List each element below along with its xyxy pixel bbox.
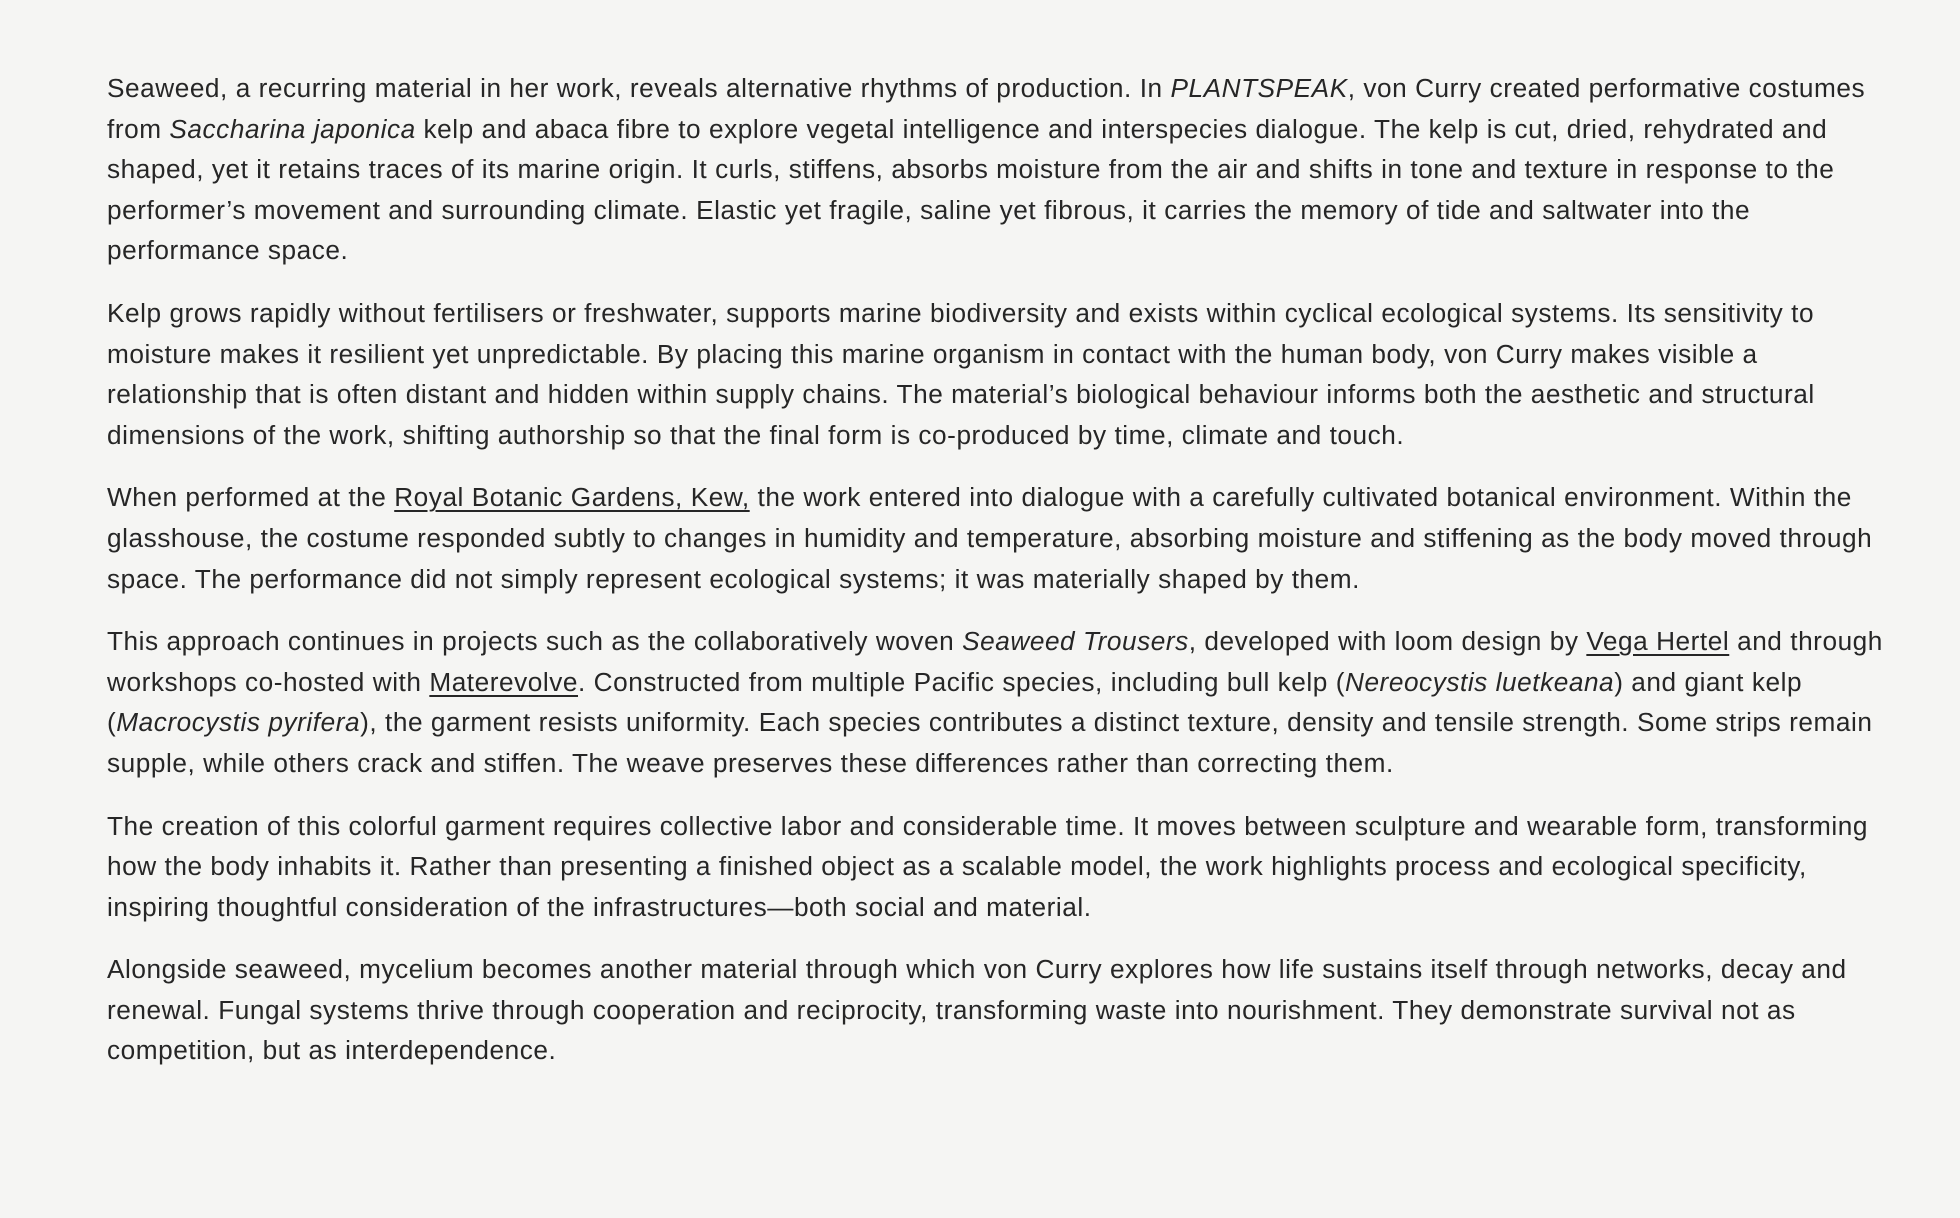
text-segment: and through workshops co-hosted with	[107, 626, 1883, 697]
paragraph-collective-labor	[107, 806, 1897, 928]
link-royal-botanic-gardens-kew[interactable]: Royal Botanic Gardens, Kew,	[394, 482, 750, 513]
link-materevolve[interactable]: Materevolve	[429, 666, 579, 697]
link-vega-hertel[interactable]: Vega Hertel	[1586, 626, 1730, 657]
paragraph-kelp-growth	[107, 293, 1897, 455]
paragraph-plantspeak	[107, 68, 1897, 271]
work-title-plantspeak: PLANTSPEAK	[1170, 73, 1348, 103]
text-segment: , developed with loom design by	[1188, 626, 1587, 657]
species-name-saccharina: Saccharina japonica	[169, 113, 416, 144]
species-name-nereocystis: Nereocystis luetkeana	[1344, 666, 1615, 697]
article-body	[107, 68, 1897, 1093]
text-segment: kelp and abaca fibre to explore vegetal intelligence and interspecies dialogue. The kelp is cut, dried, rehydrated and shaped, yet it retains traces of its marine origin. It curls, stiffens, absorbs moisture from the air and shifts in tone and texture in response to the performer’s movement and surrounding climate. Elastic yet fragile, saline yet fibrous, it carries the memory of tide and saltwater into the performance space.	[107, 113, 1835, 266]
text-segment: The creation of this colorful garment requires collective labor and considerable time. It moves between sculpture and wearable form, transforming how the body inhabits it. Rather than presenting a finished object as a scalable model, the work highlights process and ecological specificity, inspiring thoughtful consideration of the infrastructures—both social and material.	[107, 810, 1868, 922]
text-segment: Alongside seaweed, mycelium becomes another material through which von Curry explores how life sustains itself through networks, decay and renewal. Fungal systems thrive through cooperation and reciprocity, transforming waste into nourishment. They demonstrate survival not as competition, but as interdependence.	[107, 954, 1847, 1066]
paragraph-kew-performance	[107, 477, 1897, 599]
text-segment: Seaweed, a recurring material in her work, reveals alternative rhythms of production. In	[107, 73, 1171, 103]
text-segment: When performed at the	[107, 482, 395, 513]
text-segment: ) and giant kelp (	[107, 666, 1803, 738]
text-segment: Kelp grows rapidly without fertilisers or freshwater, supports marine biodiversity and exists within cyclical ecological systems. Its sensitivity to moisture makes it resilient yet unpredictable. By placing this marine organism in contact with the human body, von Curry makes visible a relationship that is often distant and hidden within supply chains. The material’s biological behaviour informs both the aesthetic and structural dimensions of the work, shifting authorship so that the final form is co-produced by time, climate and touch.	[107, 297, 1815, 450]
text-segment: the work entered into dialogue with a carefully cultivated botanical environment. Within the glasshouse, the costume responded subtly to changes in humidity and temperature, absorbing moisture and stiffening as the body moved through space. The performance did not simply represent ecological systems; it was materially shaped by them.	[107, 482, 1873, 594]
paragraph-mycelium	[107, 949, 1897, 1071]
paragraph-seaweed-trousers	[107, 621, 1897, 783]
text-segment: . Constructed from multiple Pacific species, including bull kelp (	[578, 666, 1345, 697]
text-segment: This approach continues in projects such as the collaboratively woven	[107, 626, 963, 657]
work-title-seaweed-trousers: Seaweed Trousers	[962, 626, 1189, 657]
text-segment: ), the garment resists uniformity. Each species contributes a distinct texture, density and tensile strength. Some strips remain supple, while others crack and stiffen. The weave preserves these differences rather than correcting them.	[107, 707, 1873, 778]
text-segment: , von Curry created performative costumes from	[107, 73, 1866, 144]
species-name-macrocystis: Macrocystis pyrifera	[116, 707, 361, 738]
